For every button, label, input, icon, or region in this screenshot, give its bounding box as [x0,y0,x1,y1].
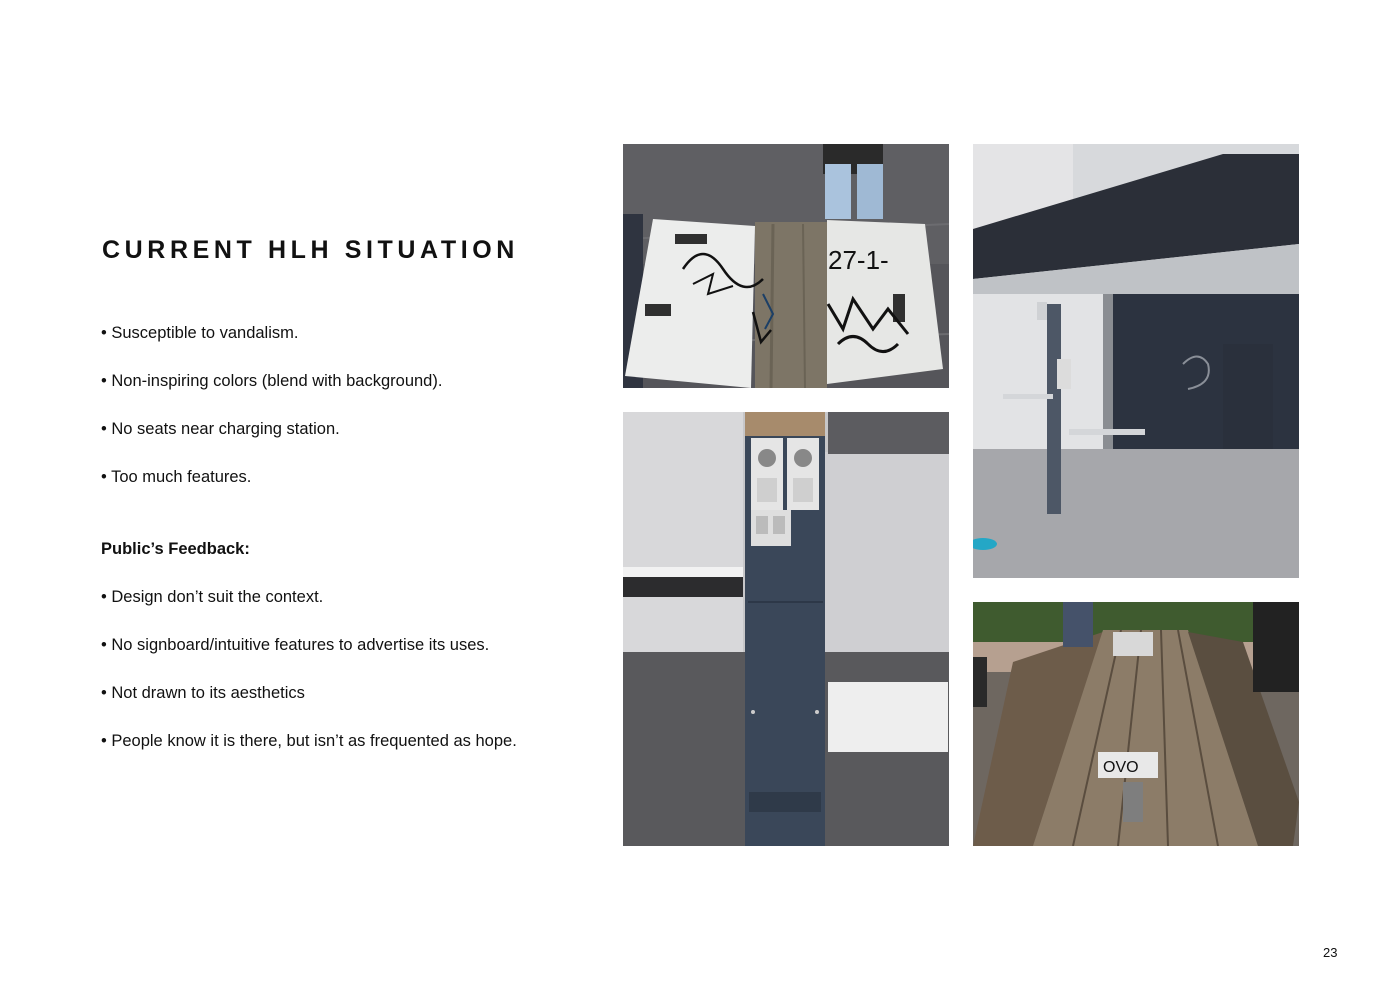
feedback-heading: Public’s Feedback: [101,540,250,558]
feedback-item: • Not drawn to its aesthetics [101,684,305,702]
graffiti-text: OVO [1103,759,1139,776]
feedback-item: • Design don’t suit the context. [101,588,324,606]
page-number: 23 [1323,945,1338,960]
feedback-item: • No signboard/intuitive features to advertise its uses. [101,636,490,654]
issue-item: • Too much features. [101,468,252,486]
photo-picnic-table [973,602,1299,846]
graffiti-text: 27-1- [828,245,889,275]
photo-charging-station-overview [973,144,1299,578]
page-title: CURRENT HLH SITUATION [102,236,519,264]
issue-item: • No seats near charging station. [101,420,340,438]
photo-charging-pole-closeup [623,412,949,846]
issue-item: • Non-inspiring colors (blend with background). [101,372,443,390]
photo-vandalized-table-top [623,144,949,388]
issue-item: • Susceptible to vandalism. [101,324,299,342]
feedback-item: • People know it is there, but isn’t as frequented as hope. [101,732,517,750]
